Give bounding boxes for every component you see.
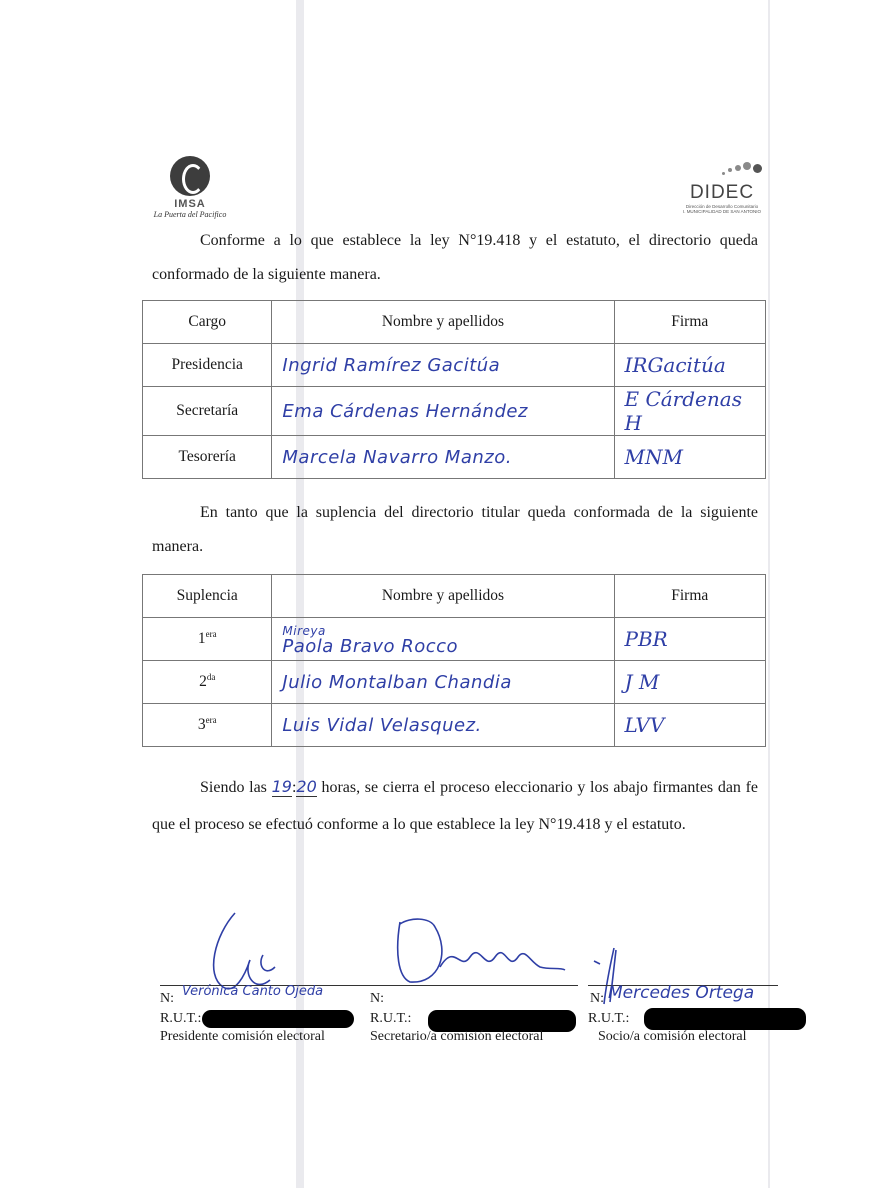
dideco-logo-subtitle-2: I. MUNICIPALIDAD DE SAN ANTONIO [682,209,762,214]
handwritten-name: Julio Montalban Chandia [282,671,512,693]
handwritten-name: Ema Cárdenas Hernández [282,400,528,422]
handwritten-name: Ingrid Ramírez Gacitúa [282,354,501,376]
rut-label-president: R.U.T.: [160,1011,202,1026]
handwritten-name-extra: Mireya [282,624,326,638]
suplencia-number: $3^{era}$ [143,704,272,747]
dideco-logo-name: DIDEC [689,182,755,203]
closing-paragraph: Siendo las 19:20 horas, se cierra el proceso eleccionario y los abajo firmantes dan fe que el proceso se efectuó conforme a lo que establece la ley N°19.418 y el estatuto. [152,777,759,833]
handwritten-name: Paola Bravo Rocco [282,636,459,657]
table-row [143,436,766,479]
header-nombre: Nombre y apellidos [272,575,614,618]
header-firma: Firma [614,301,766,344]
closing-after: horas, se cierra el proceso eleccionario y los abajo firmantes dan fe que el proceso se efectuó conforme a lo que establece la ley N°19.418 y el estatuto. [152,779,759,833]
imsa-logo-name: IMSA [174,198,206,210]
handwritten-name: Marcela Navarro Manzo. [282,446,512,468]
table-header-row [143,575,766,618]
header-nombre: Nombre y apellidos [272,301,614,344]
imsa-logo [150,150,230,222]
table-row [143,661,766,704]
closing-minute: 20 [296,777,317,796]
signature: PBR [624,627,668,651]
redaction-bar [202,1010,354,1028]
directorio-table [142,300,766,479]
rut-label-secretary: R.U.T.: [370,1011,412,1026]
signature: IRGacitúa [624,353,726,377]
rut-label-socio: R.U.T.: [588,1011,630,1026]
header-suplencia: Suplencia [143,575,272,618]
imsa-emblem-icon [170,156,210,196]
dideco-logo [672,160,772,220]
signature-line-secretary [368,985,578,986]
n-label-socio: N: [590,991,604,1006]
role-secretary: Secretario/a comisión electoral [370,1029,544,1044]
signature-scribble-secretary [390,912,570,992]
cargo-cell: Presidencia [143,344,272,387]
n-label-president: N: [160,991,174,1006]
redaction-bar [644,1008,806,1030]
table-header-row [143,301,766,344]
signature: LVV [624,713,665,737]
role-socio: Socio/a comisión electoral [598,1029,747,1044]
handwritten-name: Luis Vidal Velasquez. [282,714,482,736]
signature: MNM [624,445,683,469]
table-row [143,704,766,747]
signature: J M [624,670,660,694]
table-row [143,344,766,387]
intro-paragraph: Conforme a lo que establece la ley N°19.418 y el estatuto, el directorio queda conformado de la siguiente manera. [152,232,758,283]
closing-hour: 19 [271,777,292,796]
suplencia-table [142,574,766,747]
table-row [143,387,766,436]
signature: E Cárdenas H [624,387,742,435]
closing-before: Siendo las [200,779,267,796]
suplencia-number: $2^{da}$ [143,661,272,704]
dideco-logo-subtitle-1: Dirección de Desarrollo Comunitario [685,204,759,209]
table-row [143,618,766,661]
suplencia-paragraph: En tanto que la suplencia del directorio titular queda conformada de la siguiente manera. [152,504,758,555]
header-firma: Firma [614,575,766,618]
cargo-cell: Tesorería [143,436,272,479]
suplencia-number: $1^{era}$ [143,618,272,661]
handwritten-name-president: Verónica Canto Ojeda [182,984,324,999]
dideco-dots-icon [672,160,772,180]
imsa-logo-motto: La Puerta del Pacifico [153,210,227,219]
role-president: Presidente comisión electoral [160,1029,325,1044]
header-cargo: Cargo [143,301,272,344]
handwritten-name-socio: Mercedes Ortega [608,983,755,1003]
cargo-cell: Secretaría [143,387,272,436]
n-label-secretary: N: [370,991,384,1006]
